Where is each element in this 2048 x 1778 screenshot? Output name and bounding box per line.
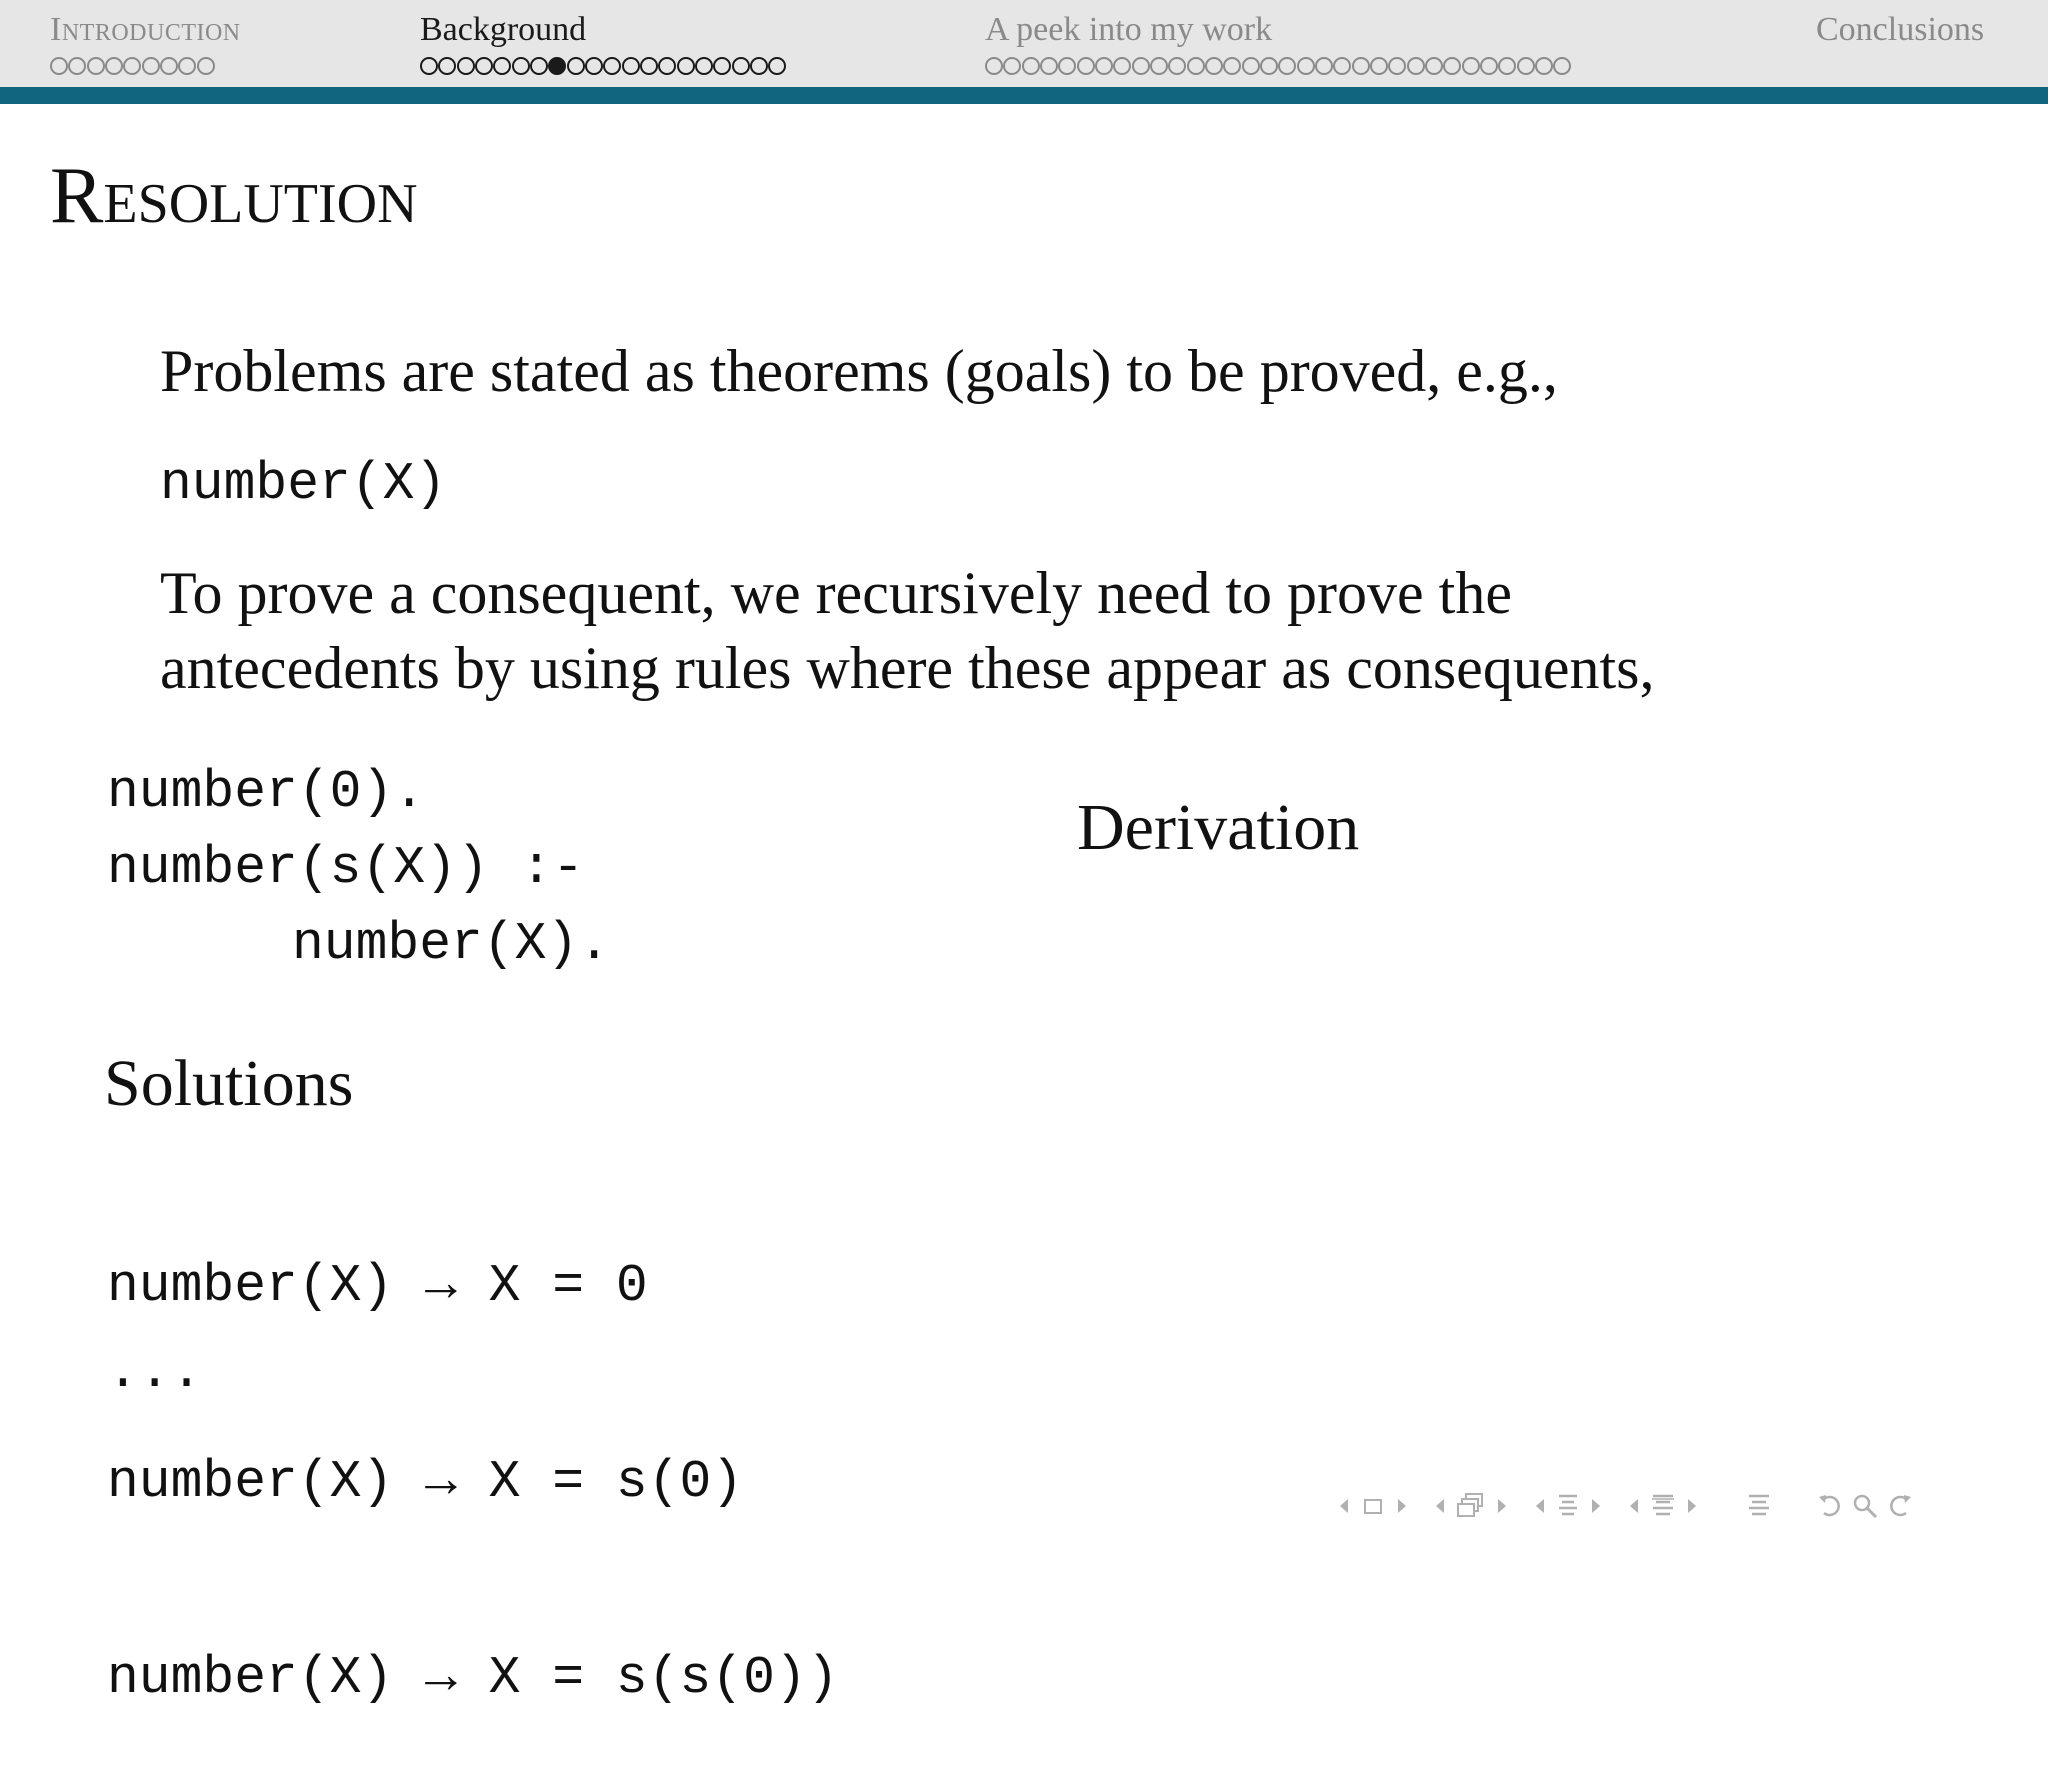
solution-line: number(X) → X = s(s(0)) — [107, 1648, 839, 1708]
arrow-right-icon[interactable] — [1684, 1488, 1700, 1524]
program-line-2: number(s(X)) :- — [107, 838, 585, 898]
frame-dot[interactable] — [1095, 57, 1113, 75]
frame-dot[interactable] — [50, 57, 68, 75]
frame-dot[interactable] — [603, 57, 621, 75]
section-icon[interactable] — [1556, 1488, 1580, 1524]
frame-dot[interactable] — [658, 57, 676, 75]
frame-dot[interactable] — [197, 57, 215, 75]
nav-section-title[interactable]: A peek into my work — [985, 11, 1273, 48]
frame-dot[interactable] — [1443, 57, 1461, 75]
undo-icon[interactable] — [1816, 1488, 1846, 1524]
frame-dot[interactable] — [713, 57, 731, 75]
nav-frame-dots — [985, 56, 1572, 76]
arrow-left-icon[interactable] — [1432, 1488, 1448, 1524]
frame-dot[interactable] — [475, 57, 493, 75]
solutions-ellipsis: ... — [107, 1342, 203, 1402]
frame-dot[interactable] — [68, 57, 86, 75]
frame-dot[interactable] — [1517, 57, 1535, 75]
frame-dot[interactable] — [1132, 57, 1150, 75]
frame-dot[interactable] — [438, 57, 456, 75]
current-frame-dot[interactable] — [548, 57, 566, 75]
frame-dot[interactable] — [105, 57, 123, 75]
goal-code: number(X) — [160, 454, 447, 514]
frame-dot[interactable] — [1425, 57, 1443, 75]
frame-dot[interactable] — [750, 57, 768, 75]
frame-dot[interactable] — [1168, 57, 1186, 75]
frame-dot[interactable] — [142, 57, 160, 75]
arrow-left-icon[interactable] — [1336, 1488, 1352, 1524]
frame-dot[interactable] — [768, 57, 786, 75]
frame-dot[interactable] — [567, 57, 585, 75]
solutions-list — [107, 1126, 839, 1778]
frame-dot[interactable] — [640, 57, 658, 75]
search-icon[interactable] — [1850, 1488, 1880, 1524]
frame-dot[interactable] — [1260, 57, 1278, 75]
arrow-left-icon[interactable] — [1532, 1488, 1548, 1524]
frame-icon[interactable] — [1362, 1488, 1384, 1524]
frame-dot[interactable] — [160, 57, 178, 75]
nav-frame-dots — [50, 56, 241, 76]
frame-dot[interactable] — [695, 57, 713, 75]
explanation-line-1: To prove a consequent, we recursively need to prove the — [160, 560, 1512, 626]
frame-dot[interactable] — [1187, 57, 1205, 75]
nav-frame-dots — [420, 56, 787, 76]
frame-dot[interactable] — [1150, 57, 1168, 75]
frame-dot[interactable] — [1462, 57, 1480, 75]
frame-dot[interactable] — [123, 57, 141, 75]
solution-line: number(X) → X = s(0) — [107, 1452, 744, 1512]
frame-dot[interactable] — [1498, 57, 1516, 75]
frame-dot[interactable] — [1333, 57, 1351, 75]
program-line-1: number(0). — [107, 762, 426, 822]
frame-dot[interactable] — [1223, 57, 1241, 75]
solutions-label: Solutions — [104, 1047, 354, 1120]
frame-dot[interactable] — [1058, 57, 1076, 75]
frame-dot[interactable] — [1113, 57, 1131, 75]
frame-dot[interactable] — [732, 57, 750, 75]
nav-section-title[interactable]: Background — [420, 11, 587, 48]
outline-icon[interactable] — [1746, 1488, 1772, 1524]
frame-dot[interactable] — [87, 57, 105, 75]
frame-dot[interactable] — [1077, 57, 1095, 75]
frame-dot[interactable] — [1407, 57, 1425, 75]
frame-dot[interactable] — [1297, 57, 1315, 75]
nav-section-introduction[interactable] — [50, 8, 241, 76]
nav-section-peek[interactable] — [985, 8, 1572, 76]
derivation-label: Derivation — [1077, 791, 1360, 864]
redo-icon[interactable] — [1884, 1488, 1914, 1524]
frame-dot[interactable] — [512, 57, 530, 75]
frame-dot[interactable] — [677, 57, 695, 75]
frame-dot[interactable] — [1352, 57, 1370, 75]
frame-dot[interactable] — [1040, 57, 1058, 75]
frame-dot[interactable] — [420, 57, 438, 75]
frame-dot[interactable] — [178, 57, 196, 75]
header-rule — [0, 87, 2048, 104]
frame-dot[interactable] — [622, 57, 640, 75]
presentation-icon[interactable] — [1650, 1488, 1676, 1524]
frame-dot[interactable] — [1278, 57, 1296, 75]
subsection-icon[interactable] — [1454, 1488, 1488, 1524]
solution-line: number(X) → X = 0 — [107, 1256, 648, 1316]
frame-dot[interactable] — [1553, 57, 1571, 75]
explanation-line-2: antecedents by using rules where these appear as consequents, — [160, 635, 1655, 701]
slide-title: Resolution — [50, 152, 418, 240]
arrow-left-icon[interactable] — [1626, 1488, 1642, 1524]
nav-section-conclusions[interactable] — [1816, 8, 1984, 52]
frame-dot[interactable] — [1388, 57, 1406, 75]
frame-dot[interactable] — [1535, 57, 1553, 75]
section-navigation-bar — [0, 0, 2048, 87]
arrow-right-icon[interactable] — [1494, 1488, 1510, 1524]
nav-section-background[interactable] — [420, 8, 787, 76]
arrow-right-icon[interactable] — [1588, 1488, 1604, 1524]
frame-dot[interactable] — [457, 57, 475, 75]
frame-dot[interactable] — [1480, 57, 1498, 75]
frame-dot[interactable] — [1370, 57, 1388, 75]
frame-dot[interactable] — [493, 57, 511, 75]
frame-dot[interactable] — [1242, 57, 1260, 75]
frame-dot[interactable] — [585, 57, 603, 75]
frame-dot[interactable] — [1022, 57, 1040, 75]
nav-section-title[interactable]: Introduction — [50, 11, 241, 48]
frame-dot[interactable] — [985, 57, 1003, 75]
frame-dot[interactable] — [530, 57, 548, 75]
frame-dot[interactable] — [1003, 57, 1021, 75]
beamer-navigation-controls — [1336, 1488, 1914, 1524]
nav-section-title[interactable]: Conclusions — [1816, 11, 1985, 48]
intro-text: Problems are stated as theorems (goals) to be proved, e.g., — [160, 338, 1558, 404]
frame-dot[interactable] — [1315, 57, 1333, 75]
frame-dot[interactable] — [1205, 57, 1223, 75]
arrow-right-icon[interactable] — [1394, 1488, 1410, 1524]
program-line-3: number(X). — [292, 914, 611, 974]
